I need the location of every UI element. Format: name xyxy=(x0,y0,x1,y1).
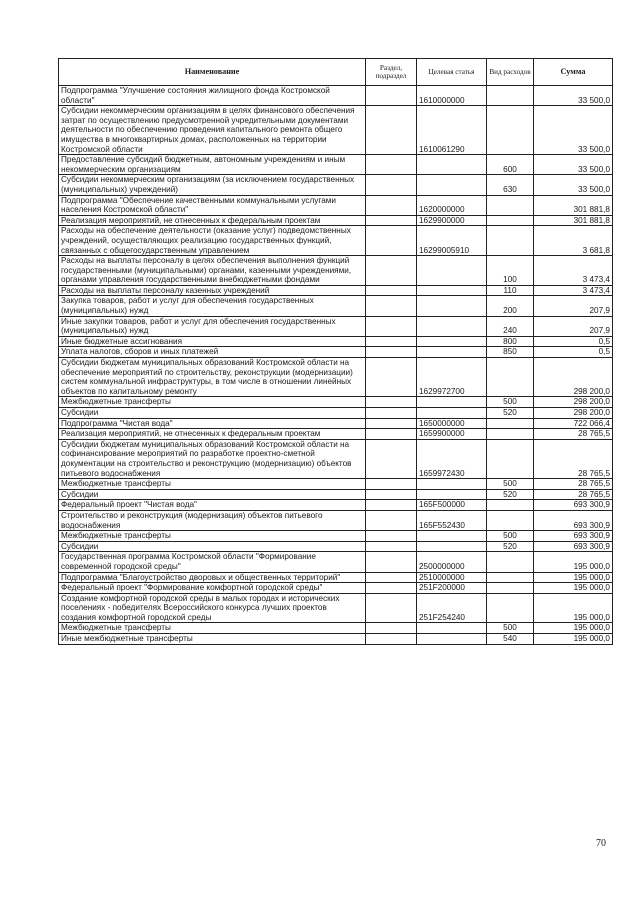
table-body xyxy=(59,86,613,645)
cell-sum: 195 000,0 xyxy=(534,583,613,594)
cell-sum: 0,5 xyxy=(534,347,613,358)
table-row xyxy=(59,397,613,408)
cell-vid: 200 xyxy=(487,296,534,316)
cell-code xyxy=(417,285,487,296)
cell-sum: 33 500,0 xyxy=(534,175,613,195)
table-row xyxy=(59,86,613,106)
cell-code: 1620000000 xyxy=(417,195,487,215)
cell-sec xyxy=(366,479,417,490)
table-row xyxy=(59,296,613,316)
cell-name: Уплата налогов, сборов и иных платежей xyxy=(59,347,366,358)
table-row xyxy=(59,489,613,500)
cell-sec xyxy=(366,500,417,511)
cell-sum: 693 300,9 xyxy=(534,541,613,552)
cell-name: Субсидии xyxy=(59,489,366,500)
cell-sum: 207,9 xyxy=(534,316,613,336)
cell-sec xyxy=(366,155,417,175)
cell-name: Субсидии бюджетам муниципальных образований Костромской области на софинансирование мероприятий по разработке проектно-сметной документации на строительство и реконструкцию (модернизацию) объектов питьевого водоснабжения xyxy=(59,439,366,478)
cell-vid xyxy=(487,429,534,440)
cell-sec xyxy=(366,316,417,336)
cell-code: 251F254240 xyxy=(417,593,487,623)
cell-name: Подпрограмма "Улучшение состояния жилищного фонда Костромской области" xyxy=(59,86,366,106)
cell-sec xyxy=(366,583,417,594)
cell-name: Расходы на обеспечение деятельности (оказание услуг) подведомственных учреждений, осуществляющих реализацию государственных функций, связанных с общегосударственным управлением xyxy=(59,226,366,256)
table-row xyxy=(59,215,613,226)
cell-sum: 298 200,0 xyxy=(534,358,613,397)
table-row xyxy=(59,285,613,296)
cell-name: Предоставление субсидий бюджетным, автономным учреждениям и иным некоммерческим организациям xyxy=(59,155,366,175)
cell-name: Реализация мероприятий, не отнесенных к федеральным проектам xyxy=(59,429,366,440)
cell-sec xyxy=(366,296,417,316)
cell-vid xyxy=(487,86,534,106)
cell-code xyxy=(417,479,487,490)
cell-vid: 520 xyxy=(487,541,534,552)
table-row xyxy=(59,316,613,336)
table-row xyxy=(59,347,613,358)
budget-table xyxy=(58,58,613,645)
cell-vid: 240 xyxy=(487,316,534,336)
header-sum: Сумма xyxy=(534,59,613,86)
cell-code: 1650000000 xyxy=(417,418,487,429)
cell-code xyxy=(417,634,487,645)
cell-code: 1610000000 xyxy=(417,86,487,106)
cell-sec xyxy=(366,429,417,440)
cell-name: Межбюджетные трансферты xyxy=(59,397,366,408)
cell-sec xyxy=(366,634,417,645)
cell-code xyxy=(417,541,487,552)
cell-sec xyxy=(366,358,417,397)
cell-name: Подпрограмма "Чистая вода" xyxy=(59,418,366,429)
cell-vid xyxy=(487,552,534,572)
cell-code xyxy=(417,316,487,336)
cell-sum: 195 000,0 xyxy=(534,593,613,623)
cell-vid xyxy=(487,226,534,256)
table-row xyxy=(59,479,613,490)
cell-vid: 600 xyxy=(487,155,534,175)
table-header-row xyxy=(59,59,613,86)
cell-vid: 500 xyxy=(487,479,534,490)
cell-vid xyxy=(487,195,534,215)
cell-name: Подпрограмма "Благоустройство дворовых и общественных территорий" xyxy=(59,572,366,583)
cell-name: Федеральный проект "Формирование комфортной городской среды" xyxy=(59,583,366,594)
cell-vid: 800 xyxy=(487,336,534,347)
table-row xyxy=(59,583,613,594)
cell-sec xyxy=(366,552,417,572)
cell-vid: 630 xyxy=(487,175,534,195)
table-row xyxy=(59,155,613,175)
cell-code: 1629972700 xyxy=(417,358,487,397)
table-row xyxy=(59,106,613,155)
table-row xyxy=(59,510,613,530)
table-row xyxy=(59,195,613,215)
cell-vid: 100 xyxy=(487,256,534,286)
cell-name: Государственная программа Костромской области "Формирование современной городской среды" xyxy=(59,552,366,572)
cell-sec xyxy=(366,623,417,634)
cell-sum: 195 000,0 xyxy=(534,634,613,645)
cell-sum: 0,5 xyxy=(534,336,613,347)
cell-sec xyxy=(366,86,417,106)
cell-vid: 500 xyxy=(487,397,534,408)
table-row xyxy=(59,439,613,478)
cell-name: Строительство и реконструкция (модернизация) объектов питьевого водоснабжения xyxy=(59,510,366,530)
cell-sum: 3 681,8 xyxy=(534,226,613,256)
cell-name: Расходы на выплаты персоналу казенных учреждений xyxy=(59,285,366,296)
cell-sec xyxy=(366,256,417,286)
cell-name: Иные бюджетные ассигнования xyxy=(59,336,366,347)
cell-sum: 33 500,0 xyxy=(534,86,613,106)
cell-sec xyxy=(366,489,417,500)
cell-sec xyxy=(366,285,417,296)
cell-code: 165F552430 xyxy=(417,510,487,530)
table-row xyxy=(59,226,613,256)
cell-code xyxy=(417,347,487,358)
header-target: Целевая статья xyxy=(417,59,487,86)
table-row xyxy=(59,500,613,511)
header-type: Вид расходов xyxy=(487,59,534,86)
cell-sec xyxy=(366,541,417,552)
cell-vid xyxy=(487,510,534,530)
cell-sum: 301 881,8 xyxy=(534,195,613,215)
table-row xyxy=(59,256,613,286)
cell-vid xyxy=(487,593,534,623)
cell-sum: 693 300,9 xyxy=(534,510,613,530)
cell-sec xyxy=(366,593,417,623)
cell-sec xyxy=(366,226,417,256)
cell-sum: 298 200,0 xyxy=(534,408,613,419)
table-row xyxy=(59,634,613,645)
cell-sec xyxy=(366,195,417,215)
cell-name: Субсидии бюджетам муниципальных образований Костромской области на обеспечение мероприятий по строительству, реконструкции (модернизации) систем коммунальной инфраструктуры, в том числе в отношении линейных объектов по капитальному ремонту xyxy=(59,358,366,397)
cell-name: Расходы на выплаты персоналу в целях обеспечения выполнения функций государственными (муниципальными) органами, казенными учреждениями, органами управления государственными внебюджетными фондами xyxy=(59,256,366,286)
cell-sec xyxy=(366,106,417,155)
cell-name: Реализация мероприятий, не отнесенных к федеральным проектам xyxy=(59,215,366,226)
cell-code xyxy=(417,489,487,500)
cell-sum: 693 300,9 xyxy=(534,500,613,511)
cell-sec xyxy=(366,572,417,583)
table-row xyxy=(59,572,613,583)
cell-name: Создание комфортной городской среды в малых городах и исторических поселениях - победителях Всероссийского конкурса лучших проектов создания комфортной городской среды xyxy=(59,593,366,623)
cell-code: 165F500000 xyxy=(417,500,487,511)
table-row xyxy=(59,531,613,542)
cell-sum: 693 300,9 xyxy=(534,531,613,542)
cell-sec xyxy=(366,510,417,530)
cell-name: Межбюджетные трансферты xyxy=(59,531,366,542)
page-number: 70 xyxy=(596,838,606,849)
cell-sum: 298 200,0 xyxy=(534,397,613,408)
cell-code xyxy=(417,336,487,347)
cell-sum: 33 500,0 xyxy=(534,106,613,155)
cell-sum: 28 765,5 xyxy=(534,439,613,478)
cell-vid: 520 xyxy=(487,489,534,500)
cell-vid: 500 xyxy=(487,531,534,542)
cell-sum: 195 000,0 xyxy=(534,623,613,634)
cell-code: 2510000000 xyxy=(417,572,487,583)
table-row xyxy=(59,336,613,347)
cell-name: Федеральный проект "Чистая вода" xyxy=(59,500,366,511)
cell-name: Субсидии xyxy=(59,408,366,419)
cell-code xyxy=(417,155,487,175)
cell-vid xyxy=(487,358,534,397)
cell-name: Подпрограмма "Обеспечение качественными коммунальными услугами населения Костромской области" xyxy=(59,195,366,215)
cell-name: Субсидии некоммерческим организациям в целях финансового обеспечения затрат по осуществлению предусмотренной учредительными документами деятельности по обеспечению проведения капитального ремонта общего имущества в многоквартирных домах, расположенных на территории Костромской области xyxy=(59,106,366,155)
cell-sec xyxy=(366,418,417,429)
cell-vid xyxy=(487,106,534,155)
cell-name: Субсидии некоммерческим организациям (за исключением государственных (муниципальных) учреждений) xyxy=(59,175,366,195)
table-row xyxy=(59,358,613,397)
cell-name: Межбюджетные трансферты xyxy=(59,623,366,634)
cell-code xyxy=(417,296,487,316)
header-name: Наименование xyxy=(59,59,366,86)
cell-code: 251F200000 xyxy=(417,583,487,594)
cell-name: Межбюджетные трансферты xyxy=(59,479,366,490)
cell-name: Субсидии xyxy=(59,541,366,552)
cell-sum: 33 500,0 xyxy=(534,155,613,175)
cell-code: 1659900000 xyxy=(417,429,487,440)
cell-sum: 3 473,4 xyxy=(534,285,613,296)
cell-vid xyxy=(487,418,534,429)
cell-code: 16299005910 xyxy=(417,226,487,256)
table-row xyxy=(59,408,613,419)
cell-code: 1610061290 xyxy=(417,106,487,155)
cell-sec xyxy=(366,175,417,195)
table-row xyxy=(59,175,613,195)
table-row xyxy=(59,429,613,440)
cell-sum: 722 066,4 xyxy=(534,418,613,429)
cell-sec xyxy=(366,408,417,419)
cell-code: 1629900000 xyxy=(417,215,487,226)
cell-vid xyxy=(487,500,534,511)
cell-vid: 110 xyxy=(487,285,534,296)
cell-sum: 28 765,5 xyxy=(534,489,613,500)
cell-code: 1659972430 xyxy=(417,439,487,478)
cell-name: Закупка товаров, работ и услуг для обеспечения государственных (муниципальных) нужд xyxy=(59,296,366,316)
cell-code xyxy=(417,256,487,286)
cell-sum: 3 473,4 xyxy=(534,256,613,286)
cell-vid: 850 xyxy=(487,347,534,358)
cell-sum: 207,9 xyxy=(534,296,613,316)
cell-vid: 520 xyxy=(487,408,534,419)
cell-code xyxy=(417,408,487,419)
cell-sec xyxy=(366,347,417,358)
cell-sec xyxy=(366,336,417,347)
cell-vid xyxy=(487,583,534,594)
cell-vid xyxy=(487,572,534,583)
cell-sum: 28 765,5 xyxy=(534,479,613,490)
cell-code xyxy=(417,397,487,408)
cell-vid: 540 xyxy=(487,634,534,645)
table-row xyxy=(59,418,613,429)
cell-sec xyxy=(366,439,417,478)
table-row xyxy=(59,552,613,572)
table-row xyxy=(59,623,613,634)
header-section: Раздел, подраздел xyxy=(366,59,417,86)
cell-vid xyxy=(487,439,534,478)
cell-vid xyxy=(487,215,534,226)
cell-name: Иные закупки товаров, работ и услуг для обеспечения государственных (муниципальных) нужд xyxy=(59,316,366,336)
cell-name: Иные межбюджетные трансферты xyxy=(59,634,366,645)
cell-code xyxy=(417,531,487,542)
cell-sum: 195 000,0 xyxy=(534,572,613,583)
table-row xyxy=(59,541,613,552)
cell-sec xyxy=(366,397,417,408)
cell-vid: 500 xyxy=(487,623,534,634)
cell-code xyxy=(417,623,487,634)
table-row xyxy=(59,593,613,623)
cell-sum: 301 881,8 xyxy=(534,215,613,226)
cell-code xyxy=(417,175,487,195)
cell-sum: 195 000,0 xyxy=(534,552,613,572)
cell-sec xyxy=(366,215,417,226)
cell-sum: 28 765,5 xyxy=(534,429,613,440)
cell-code: 2500000000 xyxy=(417,552,487,572)
cell-sec xyxy=(366,531,417,542)
